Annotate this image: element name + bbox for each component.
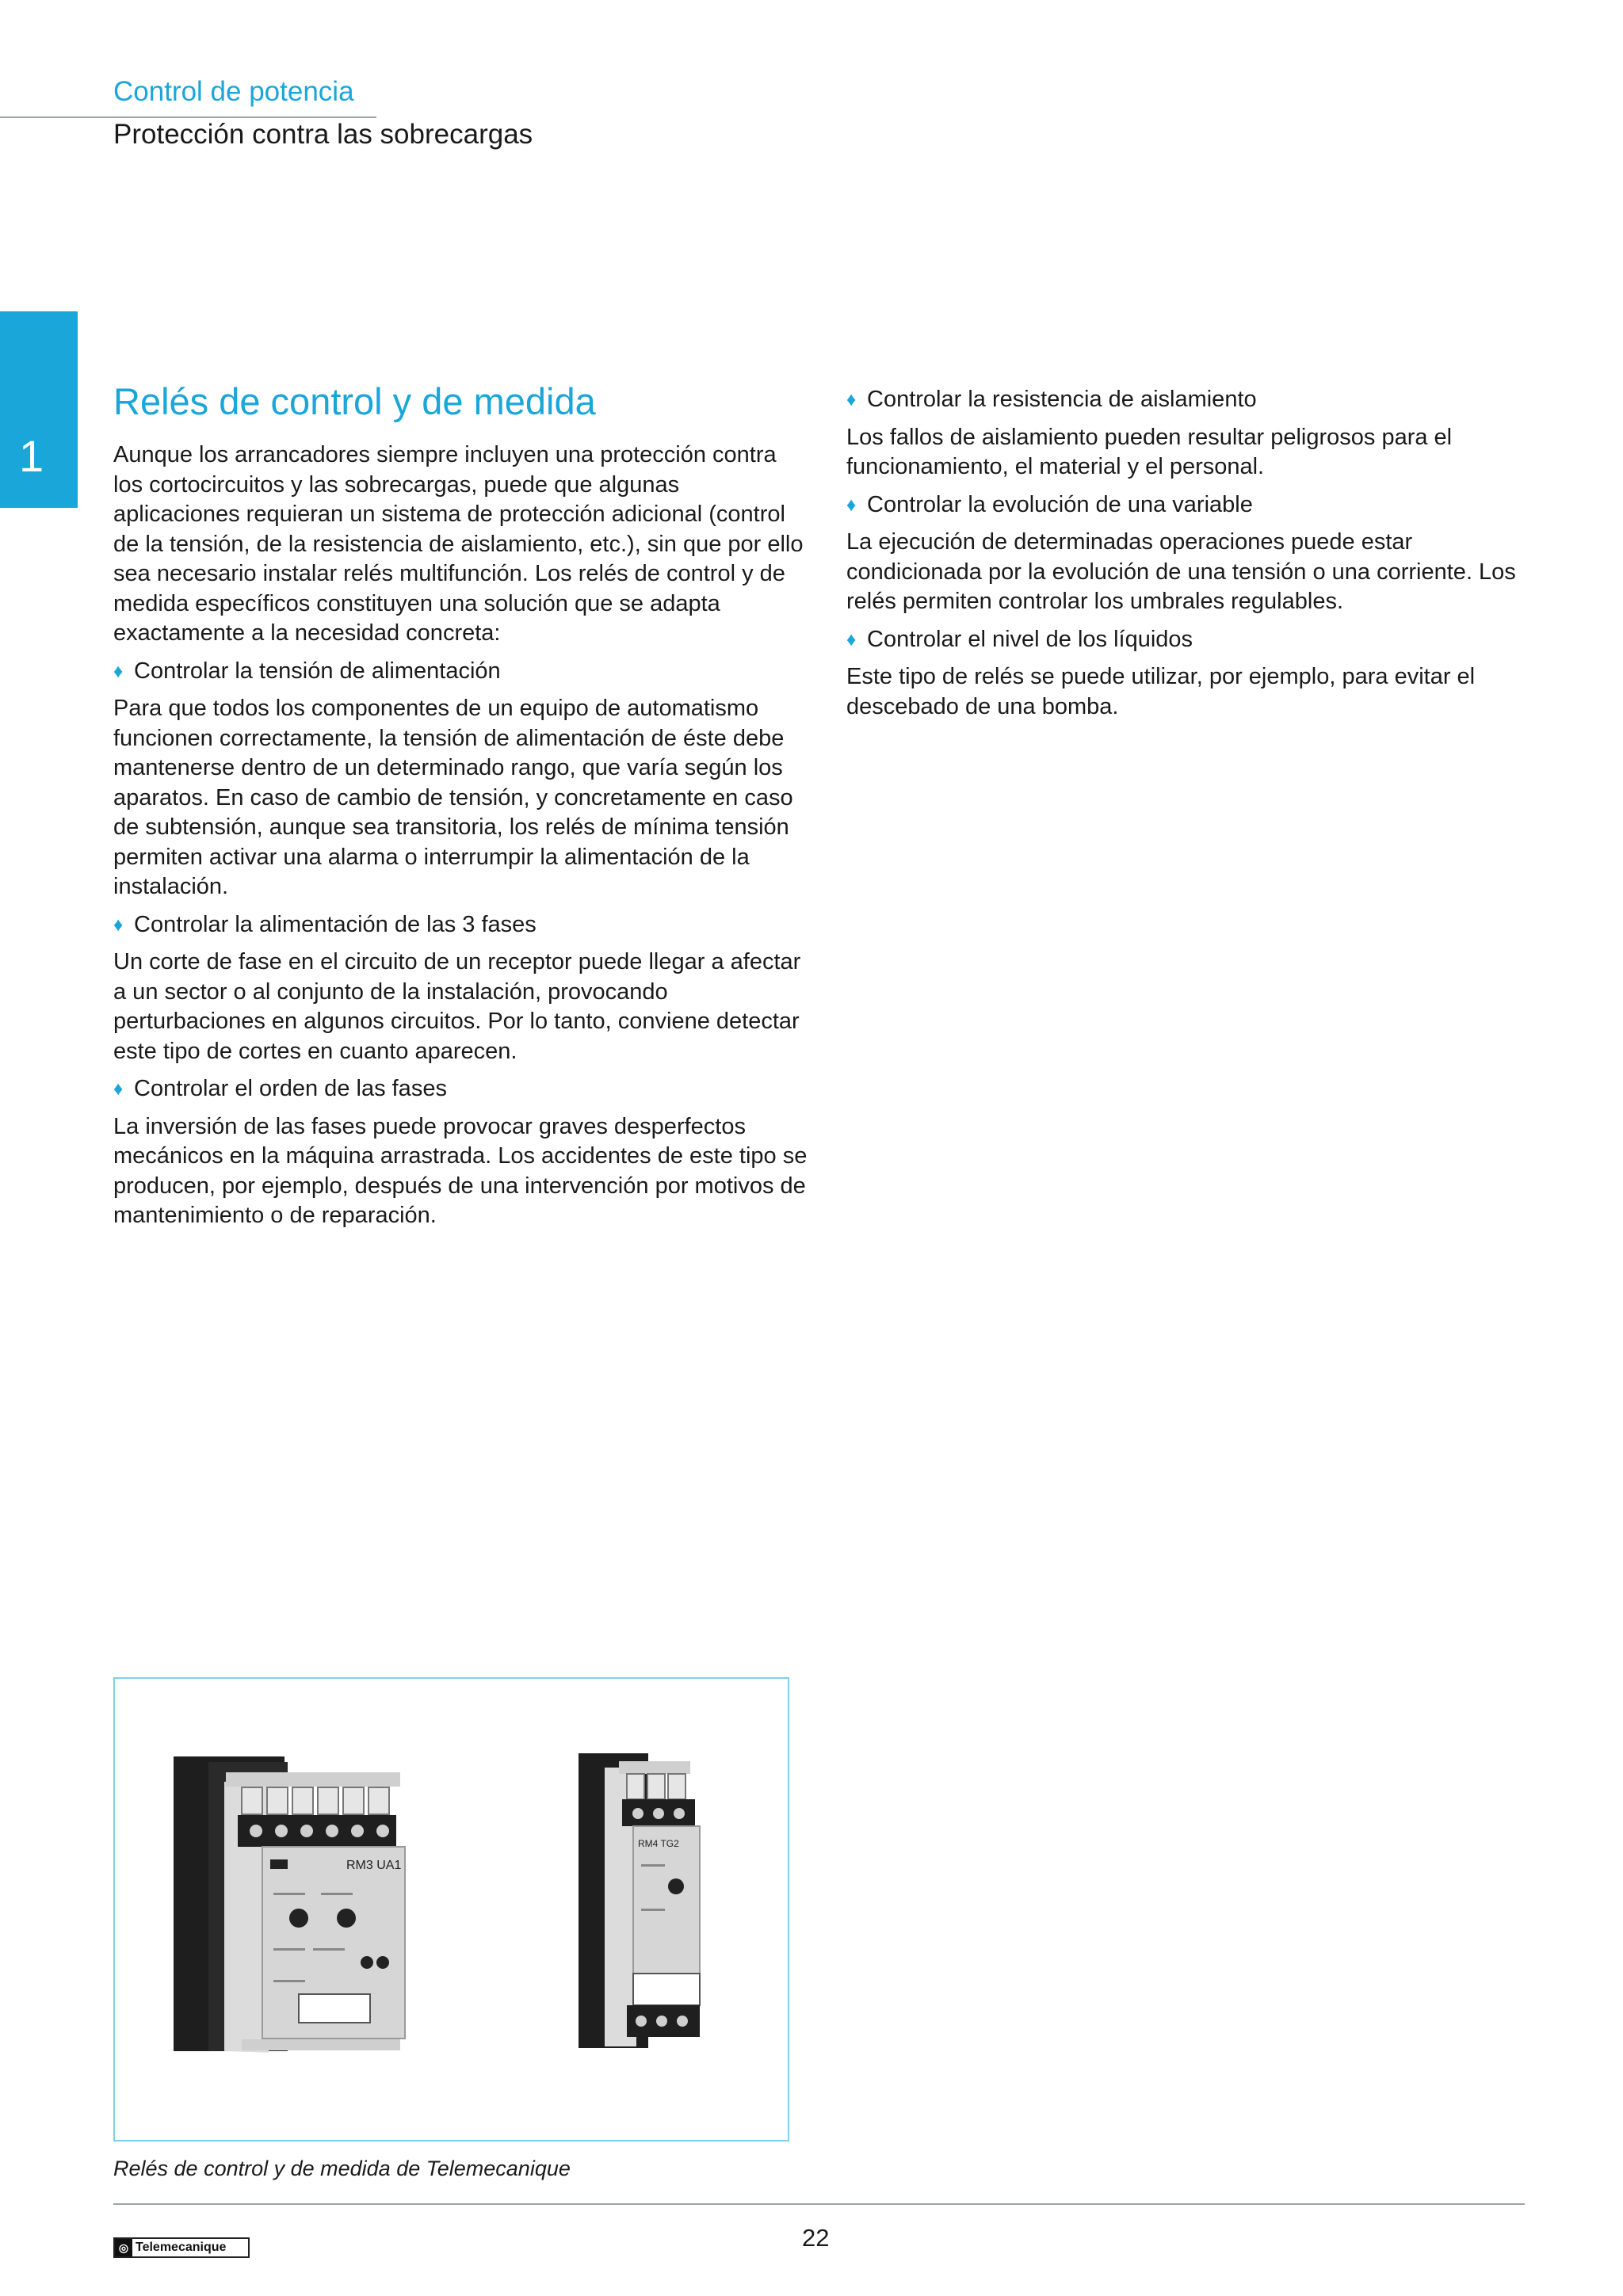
bullet-paragraph: La ejecución de determinadas operaciones puede estar condicionada por la evolución de una tensión o una corriente. Los relés permiten controlar los umbrales regulables. <box>846 529 1516 614</box>
relay-photo-figure <box>113 1677 789 2142</box>
bullet-paragraph: Los fallos de aislamiento pueden resultar peligrosos para el funcionamiento, el material y el personal. <box>846 424 1453 479</box>
bullet-heading <box>846 625 1544 655</box>
diamond-bullet-icon: ♦ <box>846 494 857 516</box>
intro-paragraph: Aunque los arrancadores siempre incluyen una protección contra los cortocircuitos y las sobrecargas, puede que algunas aplicaciones requieran un sistema de protección adicional (control de la tensión, de la resistencia de aislamiento, etc.), sin que por ello sea necesario instalar relés multifunción. Los relés de control y de medida específicos constituyen una solución que se adapta exactamente a la necesidad concreta: <box>113 442 804 646</box>
bullet-title: Controlar la tensión de alimentación <box>134 658 501 684</box>
diamond-bullet-icon: ♦ <box>846 628 857 650</box>
header-subtitle: Protección contra las sobrecargas <box>113 119 533 150</box>
page-number: 22 <box>802 2224 830 2252</box>
bullet-heading <box>846 385 1544 415</box>
page-title: Relés de control y de medida <box>113 380 596 422</box>
left-column <box>113 379 811 1239</box>
relay-unit-large <box>174 1756 405 2053</box>
diamond-bullet-icon: ♦ <box>113 913 124 936</box>
relay-label-2: RM4 TG2 <box>638 1838 679 1849</box>
chapter-number: 1 <box>19 431 44 481</box>
bullet-heading <box>113 910 811 940</box>
bullet-heading <box>113 657 811 687</box>
bullet-heading <box>113 1074 811 1104</box>
relay-unit-small <box>579 1753 700 2048</box>
bullet-paragraph: La inversión de las fases puede provocar graves desperfectos mecánicos en la máquina arrastrada. Los accidentes de este tipo se producen, por ejemplo, después de una intervención por motivos de mantenimiento o de reparación. <box>113 1113 808 1228</box>
bullet-title: Controlar la resistencia de aislamiento <box>867 387 1257 412</box>
diamond-bullet-icon: ♦ <box>846 389 857 410</box>
bullet-paragraph: Este tipo de relés se puede utilizar, por ejemplo, para evitar el descebado de una bomba. <box>846 664 1476 719</box>
bullet-paragraph: Un corte de fase en el circuito de un receptor puede llegar a afectar a un sector o al conjunto de la instalación, provocando perturbaciones en algunos circuitos. Por lo tanto, conviene detectar este tipo de cortes en cuanto aparecen. <box>113 949 801 1064</box>
figure-caption: Relés de control y de medida de Telemecanique <box>113 2157 571 2180</box>
relay-label-1: RM3 UA1 <box>346 1859 402 1872</box>
header-rule <box>0 116 376 118</box>
bullet-title: Controlar la evolución de una variable <box>867 491 1253 517</box>
chapter-tab <box>0 311 78 508</box>
bullet-title: Controlar el nivel de los líquidos <box>867 626 1193 652</box>
bullet-title: Controlar el orden de las fases <box>134 1076 447 1101</box>
right-column <box>846 385 1544 730</box>
diamond-bullet-icon: ♦ <box>113 1078 124 1100</box>
header-section-title: Control de potencia <box>113 76 354 107</box>
footer-rule <box>113 2203 1525 2205</box>
logo-text: Telemecanique <box>136 2241 227 2254</box>
diamond-bullet-icon: ♦ <box>113 660 124 682</box>
bullet-heading <box>846 490 1544 521</box>
telemecanique-logo <box>113 2237 250 2258</box>
telemecanique-logo-icon: ◎ <box>115 2239 132 2256</box>
relay-photo <box>115 1679 788 2140</box>
bullet-paragraph: Para que todos los componentes de un equipo de automatismo funcionen correctamente, la tensión de alimentación de éste debe mantenerse dentro de un determinado rango, que varía según los aparatos. En caso de cambio de tensión, y concretamente en caso de subtensión, aunque sea transitoria, los relés de mínima tensión permiten activar una alarma o interrumpir la alimentación de la instalación. <box>113 696 793 899</box>
bullet-title: Controlar la alimentación de las 3 fases <box>134 911 537 937</box>
